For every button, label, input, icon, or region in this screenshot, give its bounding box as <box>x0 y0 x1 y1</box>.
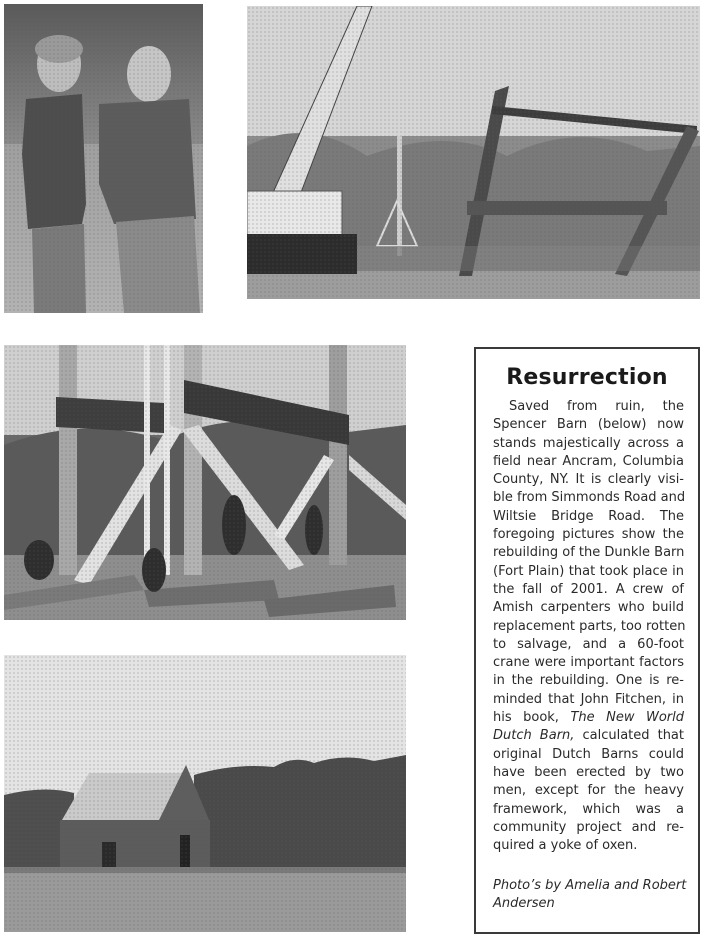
book-title-part: The New World <box>570 710 684 726</box>
body-line: to salvage, and a 60-foot <box>493 636 684 652</box>
body-line: ble from Simmonds Road and <box>493 490 686 506</box>
body-line: the fall of 2001. A crew of <box>493 581 684 597</box>
photo-two-men <box>4 4 203 313</box>
body-line: field near Ancram, Columbia <box>493 453 684 469</box>
body-line: minded that John Fitchen, in <box>493 691 684 707</box>
crane-image <box>247 6 700 299</box>
photo-frame-raising <box>4 345 406 620</box>
sidebar-title: Resurrection <box>506 365 668 390</box>
sidebar-body <box>493 398 684 855</box>
photo-credit: Photo’s by Amelia and Robert Andersen <box>493 878 687 912</box>
resurrection-sidebar <box>474 347 700 934</box>
body-line: foregoing pictures show the <box>493 527 684 543</box>
book-title-part: Dutch Barn, <box>493 728 575 744</box>
body-line: in the rebuilding. One is re- <box>493 673 684 689</box>
spencer-barn-image <box>4 655 406 932</box>
photo-crane <box>247 6 700 299</box>
body-text: his book, <box>493 710 559 726</box>
frame-raising-image <box>4 345 406 620</box>
body-line: rebuilding of the Dunkle Barn <box>493 545 685 561</box>
body-line: Amish carpenters who build <box>493 600 684 616</box>
body-line: crane were important factors <box>493 655 684 671</box>
body-line: stands majestically across a <box>493 435 684 451</box>
body-line: Spencer Barn (below) now <box>493 417 684 433</box>
photo-spencer-barn <box>4 655 406 932</box>
body-line: County, NY. It is clearly visi- <box>493 472 684 488</box>
body-line <box>493 709 684 727</box>
body-line <box>493 727 684 745</box>
body-line: framework, which was a <box>493 801 684 817</box>
body-line: have been erected by two <box>493 764 684 780</box>
two-men-image <box>4 4 203 313</box>
body-line: community project and re- <box>493 819 684 835</box>
body-line: original Dutch Barns could <box>493 746 684 762</box>
body-line: (Fort Plain) that took place in <box>493 563 684 579</box>
body-line: men, except for the heavy <box>493 783 684 799</box>
body-line: Wiltsie Bridge Road. The <box>493 508 684 524</box>
body-line: quired a yoke of oxen. <box>493 838 638 854</box>
body-line: replacement parts, too rotten <box>493 618 686 634</box>
body-line: Saved from ruin, the <box>509 399 684 414</box>
body-text: calculated that <box>582 728 684 744</box>
